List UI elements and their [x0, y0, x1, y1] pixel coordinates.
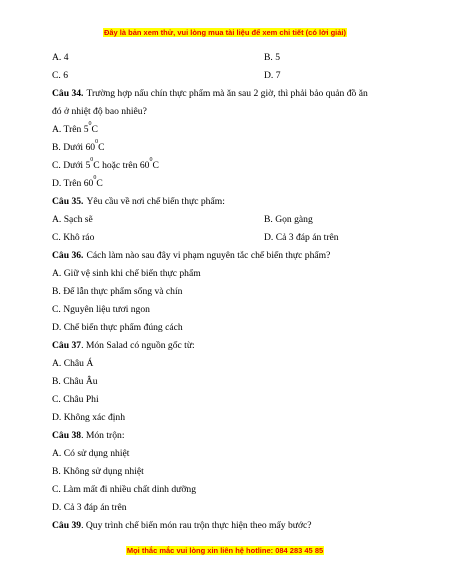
hotline-text: Mọi thắc mắc vui lòng xin liên hệ hotline: 084 283 45 85 [126, 546, 324, 555]
option-b: B. Châu Âu [52, 376, 98, 387]
question-34-text-line2: đó ở nhiệt độ bao nhiêu? [52, 106, 147, 117]
question-36-option-d [52, 322, 402, 340]
option-c: C. Làm mất đi nhiều chất dinh dưỡng [52, 484, 197, 495]
q34-d-text: D. Trên 60 [52, 178, 94, 189]
question-38-option-d [52, 502, 402, 520]
question-36-option-c [52, 304, 402, 322]
option-d: D. Chế biến thực phẩm đúng cách [52, 322, 183, 333]
question-35-label: Câu 35. [52, 196, 84, 207]
question-37-option-a [52, 358, 402, 376]
question-36 [52, 250, 402, 268]
question-35-text: Yêu cầu về nơi chế biến thực phẩm: [86, 196, 225, 207]
prev-options-row-1 [52, 52, 402, 70]
option-d: D. Cả 3 đáp án trên [52, 502, 127, 513]
q34-b-unit: C [98, 142, 105, 153]
q34-c-text: C. Dưới 5 [52, 160, 91, 171]
question-34-cont [52, 106, 402, 124]
option-b: B. 5 [264, 52, 280, 63]
q34-c-mid: C hoặc trên 60 [93, 160, 150, 171]
hotline-banner [0, 546, 450, 555]
question-36-option-b [52, 286, 402, 304]
question-36-option-a [52, 268, 402, 286]
document-body [52, 52, 402, 538]
question-34 [52, 88, 402, 106]
option-c: C. Châu Phi [52, 394, 99, 405]
prev-options-row-2 [52, 70, 402, 88]
option-d: D. Cả 3 đáp án trên [264, 232, 339, 243]
question-37-text: . Món Salad có nguồn gốc từ: [81, 340, 195, 351]
q34-b-text: B. Dưới 60 [52, 142, 96, 153]
question-37-option-c [52, 394, 402, 412]
option-a: A. Sạch sẽ [52, 214, 93, 225]
option-a: A. 4 [52, 52, 69, 63]
question-35 [52, 196, 402, 214]
option-c: C. Khô ráo [52, 232, 95, 243]
option-c: C. 6 [52, 70, 68, 81]
question-34-label: Câu 34. [52, 88, 84, 99]
option-b: B. Gọn gàng [264, 214, 313, 225]
q34-c-unit: C [152, 160, 159, 171]
question-36-text: Cách làm nào sau đây vi phạm nguyên tắc chế biến thực phẩm? [86, 250, 331, 261]
preview-notice-text: Đây là bản xem thử, vui lòng mua tài liệu để xem chi tiết (có lời giải) [103, 28, 347, 37]
question-38-option-a [52, 448, 402, 466]
q34-a-text: A. Trên 5 [52, 124, 89, 135]
option-b: B. Không sử dụng nhiệt [52, 466, 144, 477]
q34-a-unit: C [91, 124, 98, 135]
question-34-option-b: B. Dưới 60 0 C [52, 139, 105, 153]
question-34-text-line1: Trường hợp nấu chín thực phẩm mà ăn sau 2 giờ, thì phải bảo quản đồ ăn [86, 88, 368, 99]
question-39-label: Câu 39 [52, 520, 82, 531]
question-37 [52, 340, 402, 358]
question-39-text: . Quy trình chế biến món rau trộn thực hiện theo mấy bước? [81, 520, 312, 531]
question-38-text: . Món trộn: [81, 430, 125, 441]
question-38-label: Câu 38 [52, 430, 82, 441]
preview-notice-banner [0, 28, 450, 37]
option-b: B. Để lẫn thực phẩm sống và chín [52, 286, 183, 297]
question-36-label: Câu 36. [52, 250, 84, 261]
question-37-option-d [52, 412, 402, 430]
option-d: D. 7 [264, 70, 281, 81]
option-c: C. Nguyên liệu tươi ngon [52, 304, 150, 315]
question-39 [52, 520, 402, 538]
question-34-option-c: C. Dưới 5 0 C hoặc trên 60 0 C [52, 157, 159, 171]
q34-d-unit: C [96, 178, 103, 189]
question-38-option-b [52, 466, 402, 484]
question-34-option-a: A. Trên 5 0 C [52, 121, 98, 135]
question-35-options-row-1 [52, 214, 402, 232]
question-37-label: Câu 37 [52, 340, 82, 351]
option-a: A. Có sử dụng nhiệt [52, 448, 130, 459]
question-38 [52, 430, 402, 448]
question-35-options-row-2 [52, 232, 402, 250]
option-a: A. Châu Á [52, 358, 94, 369]
question-37-option-b [52, 376, 402, 394]
option-d: D. Không xác định [52, 412, 126, 423]
question-38-option-c [52, 484, 402, 502]
question-34-option-d: D. Trên 60 0 C [52, 175, 103, 189]
option-a: A. Giữ vệ sinh khi chế biến thực phẩm [52, 268, 201, 279]
